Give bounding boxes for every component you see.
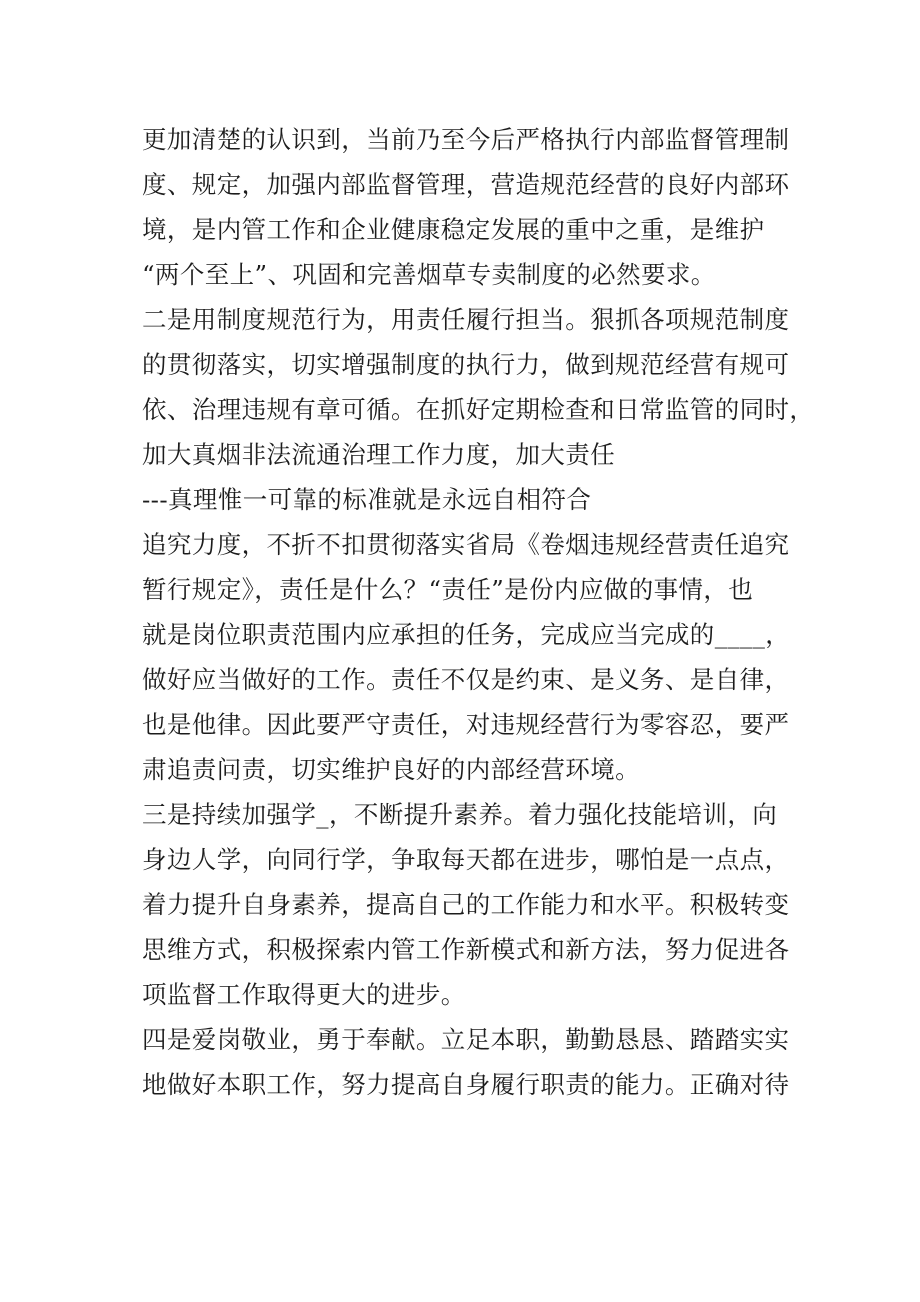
text-line: 思维方式，积极探索内管工作新模式和新方法，努力促进各 <box>142 935 790 964</box>
text-line: 就是岗位职责范围内应承担的任务，完成应当完成的____， <box>142 620 791 649</box>
text-line: 三是持续加强学_，不断提升素养。着力强化技能培训，向 <box>142 800 778 829</box>
text-line: 也是他律。因此要严守责任，对违规经营行为零容忍，要严 <box>142 710 790 739</box>
text-line: 地做好本职工作，努力提高自身履行职责的能力。正确对待 <box>142 1070 790 1099</box>
text-line: 度、规定，加强内部监督管理，营造规范经营的良好内部环 <box>142 170 790 199</box>
text-line: 四是爱岗敬业，勇于奉献。立足本职，勤勤恳恳、踏踏实实 <box>142 1025 790 1054</box>
text-line: 二是用制度规范行为，用责任履行担当。狠抓各项规范制度 <box>142 305 790 334</box>
text-line: 身边人学，向同行学，争取每天都在进步，哪怕是一点点， <box>142 845 790 874</box>
text-line: 的贯彻落实，切实增强制度的执行力，做到规范经营有规可 <box>142 350 790 379</box>
text-line: 追究力度，不折不扣贯彻落实省局《卷烟违规经营责任追究 <box>142 530 790 559</box>
text-line: 做好应当做好的工作。责任不仅是约束、是义务、是自律， <box>142 665 790 694</box>
text-line: 更加清楚的认识到，当前乃至今后严格执行内部监督管理制 <box>142 125 790 154</box>
body-text <box>142 117 815 1107</box>
text-line: 项监督工作取得更大的进步。 <box>142 980 466 1009</box>
text-line: 加大真烟非法流通治理工作力度，加大责任 <box>142 440 616 469</box>
text-line: 着力提升自身素养，提高自己的工作能力和水平。积极转变 <box>142 890 790 919</box>
text-line: “两个至上”、巩固和完善烟草专卖制度的必然要求。 <box>142 260 716 289</box>
text-line: 依、治理违规有章可循。在抓好定期检查和日常监管的同时， <box>142 395 815 424</box>
text-line: 暂行规定》，责任是什么？“责任”是份内应做的事情，也 <box>142 575 754 604</box>
text-line: 境，是内管工作和企业健康稳定发展的重中之重，是维护 <box>142 215 765 244</box>
quote-line: ---真理惟一可靠的标准就是永远自相符合 <box>142 485 592 514</box>
text-line: 肃追责问责，切实维护良好的内部经营环境。 <box>142 755 640 784</box>
